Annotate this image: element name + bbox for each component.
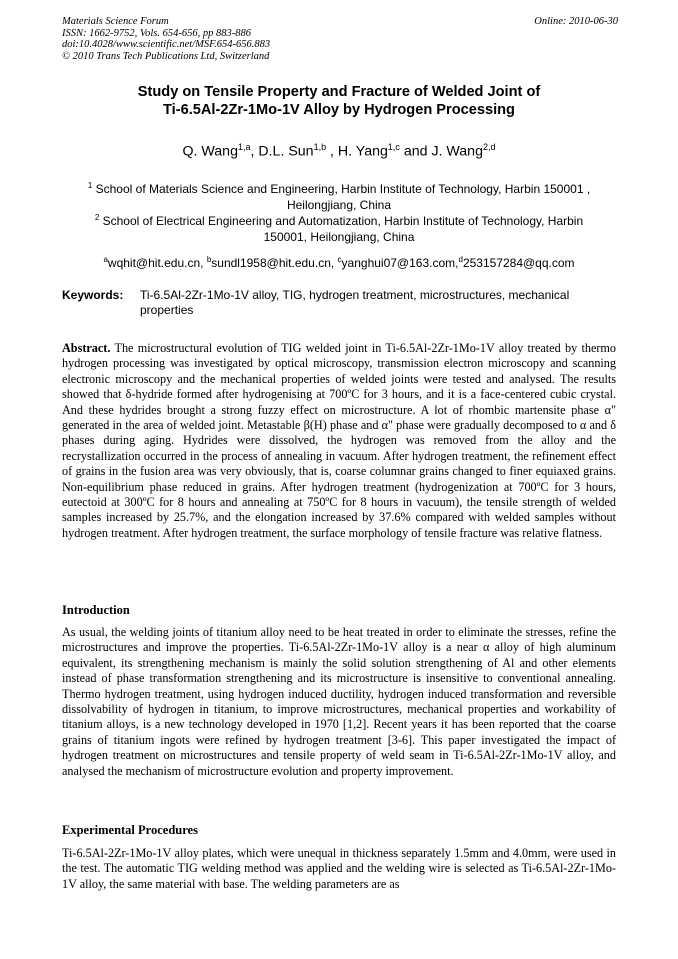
abstract-label: Abstract.: [62, 341, 111, 355]
email-superscript: a: [103, 255, 108, 264]
affiliation-text: Heilongjiang, China: [286, 198, 392, 212]
author-superscript: 2,d: [482, 142, 496, 152]
email-address[interactable]: yanghui07@163.com,: [341, 256, 459, 270]
experimental-heading: Experimental Procedures: [62, 823, 198, 837]
email-superscript: b: [206, 255, 212, 264]
email-superscript: c: [337, 255, 342, 264]
author-name: and J. Wang: [399, 143, 483, 160]
affiliation-superscript: 2: [94, 213, 100, 222]
keywords-text: Ti-6.5Al-2Zr-1Mo-1V alloy, TIG, hydrogen treatment, microstructures, mechanical properties: [140, 288, 570, 317]
author-superscript: 1,b: [313, 142, 327, 152]
email-list: [62, 252, 616, 271]
title-line-2: Ti-6.5Al-2Zr-1Mo-1V Alloy by Hydrogen Processing: [163, 102, 515, 118]
email-address[interactable]: 253157284@qq.com: [462, 256, 575, 270]
author-name: Q. Wang: [182, 143, 238, 160]
running-header: [62, 16, 618, 62]
paper-title: [62, 83, 616, 119]
affiliation-2: [62, 210, 616, 245]
doi-line: doi:10.4028/www.scientific.net/MSF.654-656.883: [62, 39, 271, 50]
abstract-text: The microstructural evolution of TIG welded joint in Ti-6.5Al-2Zr-1Mo-1V alloy treated by thermo hydrogen processing was investigated by optical microscopy, transmission electron microscopy and scanning electronic microscopy and the mechanical properties of welded joints were tested and analysed. The results showed that δ-hydride formed after hydrogenising at 700ºC for 3 hours, and it is a face-centered cubic crystal. And these hydrides brought a strong fuzzy effect on microstructure. A lot of rhombic martensite phase α" generated in the area of welded joint. Metastable β(H) phase and α" phase were gradually decomposed to α and δ phases during aging. Hydrides were dissolved, the hydrogen was removed from the alloy and the recrystallization occurred in the process of annealing in vacuum. After hydrogen treatment, the refinement effect of grains in the fusion area was very obviously, that is, coarse columnar grains changed to finer equiaxed grains. Non-equilibrium phase reduced in grains. After hydrogen treatment (hydrogenization at 700ºC for 3 hours, eutectoid at 300ºC for 8 hours and annealing at 750ºC for 8 hours in vacuum), the tensile strength of welded samples increased by 25.7%, and the elongation increased by 37.6% compared with welded samples without hydrogen treatment. After hydrogen treatment, the surface morphology of tensile fracture was relative flatness.: [62, 341, 616, 540]
title-line-1: Study on Tensile Property and Fracture of Welded Joint of: [137, 84, 541, 100]
copyright-line: © 2010 Trans Tech Publications Ltd, Switzerland: [62, 50, 270, 62]
affiliation-text: School of Materials Science and Engineering, Harbin Institute of Technology, Harbin 150001 ,: [92, 182, 591, 196]
email-superscript: d: [458, 255, 463, 264]
introduction-heading: Introduction: [62, 603, 130, 617]
affiliation-text: School of Electrical Engineering and Automatization, Harbin Institute of Technology, Harbin: [99, 214, 584, 228]
author-superscript: 1,a: [237, 142, 251, 152]
keywords-block: [62, 288, 618, 318]
affiliation-1: [62, 178, 616, 213]
journal-name: Materials Science Forum: [62, 16, 169, 27]
keywords-label: Keywords:: [62, 288, 124, 302]
online-date: Online: 2010-06-30: [534, 16, 618, 27]
experimental-paragraph: Ti-6.5Al-2Zr-1Mo-1V alloy plates, which were unequal in thickness separately 1.5mm and 4.0mm, were used in the test. The automatic TIG welding method was applied and the welding wire is selected as Ti-6.5Al-2Zr-1Mo-1V alloy, the same material with base. The welding parameters are as: [62, 846, 616, 891]
author-name: , D.L. Sun: [250, 143, 314, 160]
affiliation-text: 150001, Heilongjiang, China: [263, 230, 415, 244]
affiliation-superscript: 1: [87, 181, 93, 190]
introduction-paragraph: As usual, the welding joints of titanium alloy need to be heat treated in order to eliminate the stresses, refine the microstructures and improve the properties. Ti-6.5Al-2Zr-1Mo-1V alloy is a near α alloy of high aluminum equivalent, its strengthening mechanism is mainly the solid solution strengthening of Al and other elements instead of phase transformation strengthening and its microstructure is insensitive to conventional annealing. Thermo hydrogen treatment, using hydrogen induced ductility, hydrogen induced transformation and reversible dissolvability of hydrogen in titanium, to improve microstructures, mechanical properties and workability of titanium alloys, is a new technology developed in 1970 [1,2]. Recent years it has been reported that the coarse grains of titanium ingots were refined by hydrogen treatment [3-6]. This paper investigated the impact of hydrogen treatment on microstructures and tensile property of weld seam in Ti-6.5Al-2Zr-1Mo-1V alloy, and analysed the mechanism of microstructure evolution and property improvement.: [62, 625, 616, 778]
abstract-paragraph: [62, 341, 616, 541]
email-address[interactable]: sundl1958@hit.edu.cn,: [211, 256, 338, 270]
author-superscript: 1,c: [387, 142, 400, 152]
email-address[interactable]: wqhit@hit.edu.cn,: [107, 256, 207, 270]
author-name: , H. Yang: [326, 143, 388, 160]
issn-line: ISSN: 1662-9752, Vols. 654-656, pp 883-886: [62, 27, 251, 39]
author-list: [62, 138, 616, 161]
